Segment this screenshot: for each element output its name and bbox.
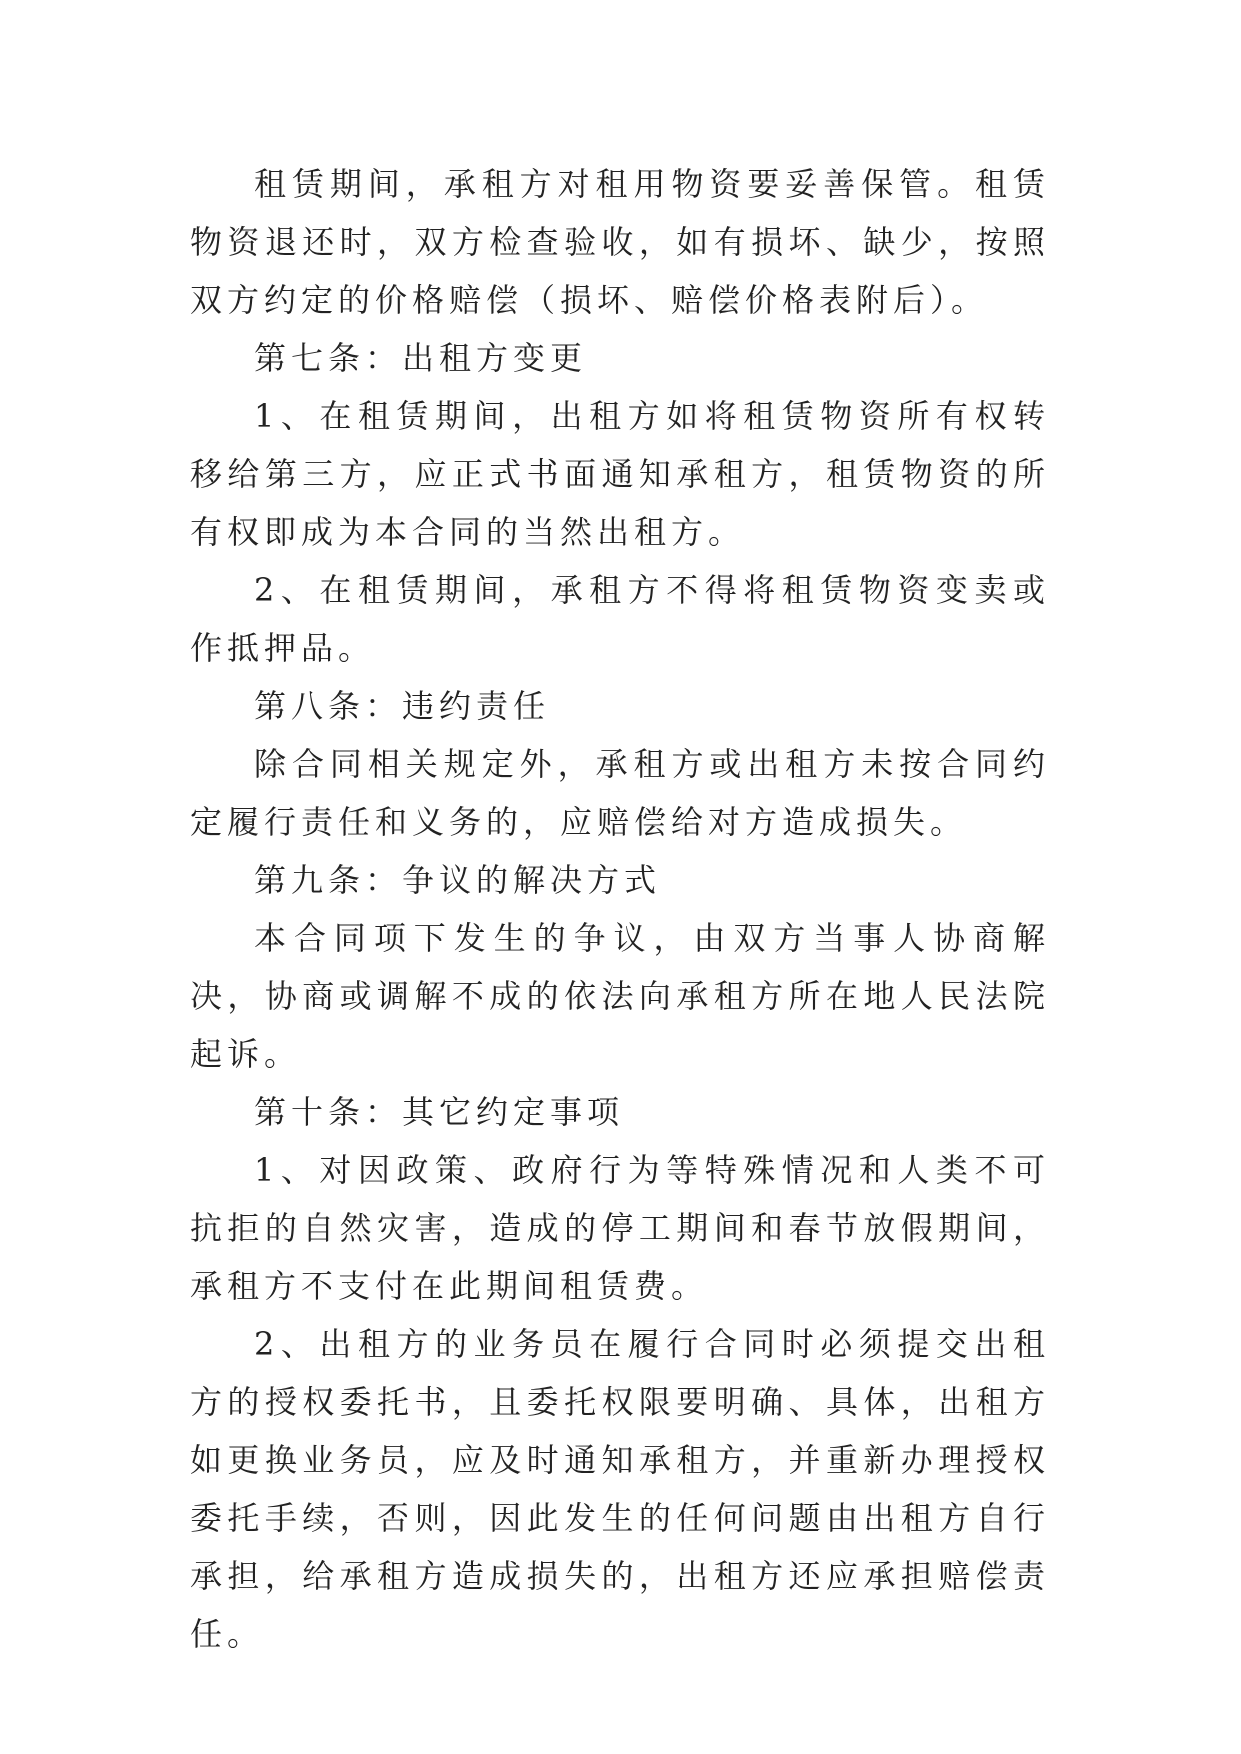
paragraph-8: 除合同相关规定外，承租方或出租方未按合同约定履行责任和义务的，应赔偿给对方造成损失。 xyxy=(190,745,1050,841)
paragraph-7-2: 2、在租赁期间，承租方不得将租赁物资变卖或作抵押品。 xyxy=(190,571,1050,667)
article-10-heading: 第十条：其它约定事项 xyxy=(254,1093,625,1131)
paragraph-10-2: 2、出租方的业务员在履行合同时必须提交出租方的授权委托书，且委托权限要明确、具体，出租方如更换业务员，应及时通知承租方，并重新办理授权委托手续，否则，因此发生的任何问题由出租方自行承担，给承租方造成损失的，出租方还应承担赔偿责任。 xyxy=(190,1325,1050,1653)
article-7-heading: 第七条：出租方变更 xyxy=(254,339,588,377)
article-8-heading: 第八条：违约责任 xyxy=(254,687,551,725)
paragraph-7-1: 1、在租赁期间，出租方如将租赁物资所有权转移给第三方，应正式书面通知承租方，租赁物资的所有权即成为本合同的当然出租方。 xyxy=(190,397,1050,551)
paragraph-9: 本合同项下发生的争议，由双方当事人协商解决，协商或调解不成的依法向承租方所在地人民法院起诉。 xyxy=(190,919,1050,1073)
paragraph-lease-care: 租赁期间，承租方对租用物资要妥善保管。租赁物资退还时，双方检查验收，如有损坏、缺少，按照双方约定的价格赔偿（损坏、赔偿价格表附后）。 xyxy=(190,165,1050,319)
paragraph-10-1: 1、对因政策、政府行为等特殊情况和人类不可抗拒的自然灾害，造成的停工期间和春节放假期间，承租方不支付在此期间租赁费。 xyxy=(190,1151,1050,1305)
article-9-heading: 第九条：争议的解决方式 xyxy=(254,861,662,899)
document-body xyxy=(190,155,1050,1663)
